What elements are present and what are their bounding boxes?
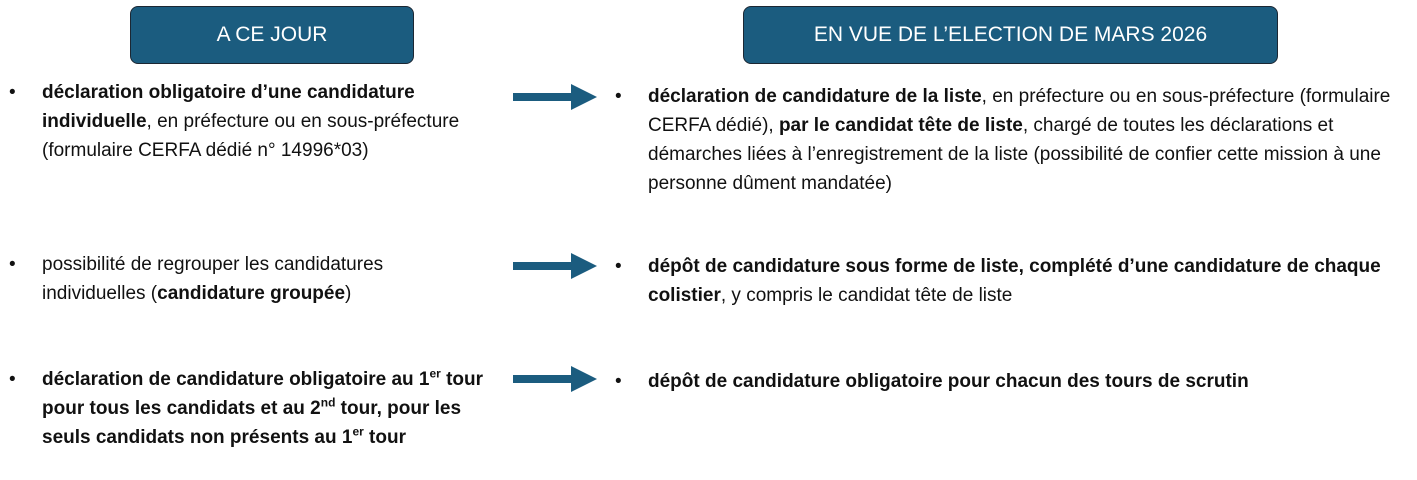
right-item-3	[648, 367, 1413, 396]
right-arrow-icon	[513, 252, 597, 280]
left-item-2	[42, 250, 482, 308]
left-item-3-part3: tour, pour les seuls candidats non présents au 1	[42, 398, 462, 448]
right-item-3-bold: dépôt de candidature obligatoire pour chacun des tours de scrutin	[648, 371, 1249, 392]
bullet-dot: •	[9, 254, 16, 275]
right-item-1-text2: , chargé de toutes les déclarations et démarches liées à l’enregistrement de la liste (possibilité de confier cette mission à une personne dûment mandatée)	[648, 115, 1381, 194]
left-item-1-text: , en préfecture ou en sous-préfecture (formulaire CERFA dédié n° 14996*03)	[42, 111, 460, 161]
bullet-dot: •	[615, 371, 622, 392]
left-item-3	[42, 365, 502, 452]
header-current-label: A CE JOUR	[216, 23, 328, 46]
right-item-1-bold2: par le candidat tête de liste	[778, 115, 1023, 136]
bullet-dot: •	[615, 86, 622, 107]
right-item-1-bold1: déclaration de candidature de la liste	[648, 86, 982, 107]
bullet-dot: •	[9, 369, 16, 390]
left-item-2-bold: candidature groupée	[157, 283, 346, 304]
header-future-label: EN VUE DE L’ELECTION DE MARS 2026	[813, 23, 1208, 46]
left-item-2-text: possibilité de regrouper les candidatures individuelles (	[42, 254, 384, 304]
bullet-dot: •	[9, 82, 16, 103]
left-item-3-part2: tour pour tous les candidats et au 2	[42, 369, 484, 419]
left-item-2-close: )	[345, 283, 352, 304]
right-arrow-icon	[513, 83, 597, 111]
bullet-dot: •	[615, 256, 622, 277]
left-item-3-part4: tour	[363, 427, 406, 448]
left-item-3-sup1: er	[429, 366, 441, 381]
right-item-2-text: , y compris le candidat tête de liste	[720, 285, 1013, 306]
right-item-2	[648, 252, 1413, 310]
left-item-3-sup3: er	[352, 424, 364, 439]
left-item-3-part1: déclaration de candidature obligatoire au 1	[42, 369, 430, 390]
left-item-3-sup2: nd	[320, 395, 336, 410]
right-arrow-icon	[513, 365, 597, 393]
right-item-1-text1: , en préfecture ou en sous-préfecture (formulaire CERFA dédié),	[648, 86, 1391, 136]
right-item-2-bold: dépôt de candidature sous forme de liste, complété d’une candidature de chaque colistier	[648, 256, 1381, 306]
header-current	[130, 6, 414, 64]
left-item-1-bold: déclaration obligatoire d’une candidature individuelle	[42, 82, 415, 132]
right-item-1	[648, 82, 1410, 198]
left-item-1	[42, 78, 512, 165]
header-future	[743, 6, 1278, 64]
